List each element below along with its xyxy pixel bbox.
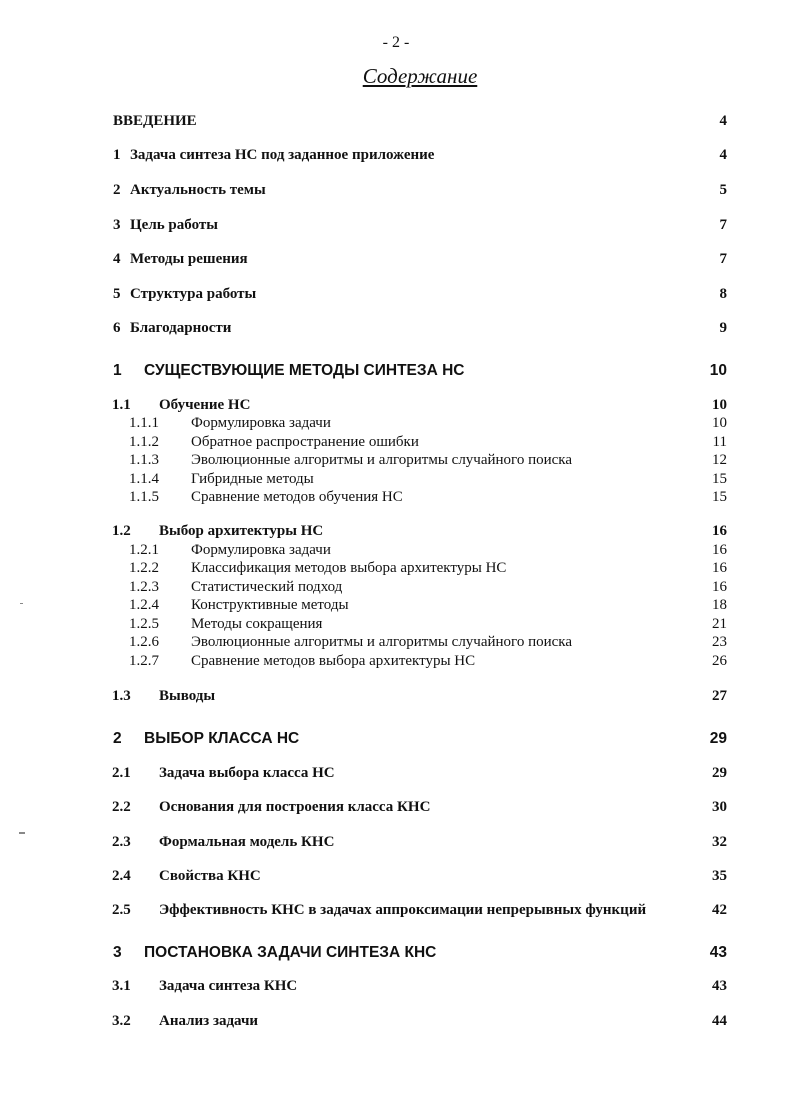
toc-entry-number: 6 bbox=[113, 320, 121, 336]
toc-entry-title: Эволюционные алгоритмы и алгоритмы случайного поиска bbox=[191, 634, 573, 650]
toc-entry-page: 29 bbox=[712, 765, 727, 781]
toc-entry-title: Свойства КНС bbox=[159, 868, 261, 884]
toc-entry-title: Сравнение методов обучения НС bbox=[191, 489, 403, 505]
toc-entry bbox=[0, 616, 792, 636]
toc-entry bbox=[0, 286, 792, 306]
toc-entry-number: 2 bbox=[113, 182, 121, 198]
toc-entry-number: 1.3 bbox=[112, 688, 131, 704]
toc-entry bbox=[0, 944, 792, 964]
toc-entry-page: 7 bbox=[719, 217, 727, 233]
toc-entry bbox=[0, 452, 792, 472]
page-number: - 2 - bbox=[382, 34, 410, 51]
toc-entry-number: 1.2.2 bbox=[129, 560, 159, 576]
toc-entry bbox=[0, 597, 792, 617]
toc-entry-title: Задача выбора класса НС bbox=[159, 765, 335, 781]
toc-entry bbox=[0, 799, 792, 819]
toc-entry-page: 15 bbox=[712, 489, 727, 505]
toc-entry-page: 32 bbox=[712, 834, 727, 850]
toc-entry-page: 26 bbox=[712, 653, 727, 669]
toc-entry bbox=[0, 653, 792, 673]
toc-entry-number: 4 bbox=[113, 251, 121, 267]
toc-entry-number: 3.1 bbox=[112, 978, 131, 994]
toc-entry-title: Выбор архитектуры НС bbox=[159, 523, 324, 539]
toc-entry-number: 3 bbox=[113, 944, 122, 961]
toc-entry-page: 43 bbox=[709, 944, 727, 961]
toc-entry-title: Обучение НС bbox=[159, 397, 251, 413]
toc-entry bbox=[0, 688, 792, 708]
toc-entry-page: 16 bbox=[712, 523, 727, 539]
toc-entry bbox=[0, 523, 792, 543]
toc-entry-title: Основания для построения класса КНС bbox=[159, 799, 431, 815]
toc-entry-number: 1.1 bbox=[112, 397, 131, 413]
toc-entry-title: Сравнение методов выбора архитектуры НС bbox=[191, 653, 476, 669]
toc-entry-page: 42 bbox=[712, 902, 727, 918]
toc-entry-number: 1.1.1 bbox=[129, 415, 159, 431]
toc-entry-page: 10 bbox=[712, 397, 727, 413]
toc-entry-page: 10 bbox=[709, 362, 727, 379]
toc-entry-page: 11 bbox=[712, 434, 727, 450]
toc-entry-title: Классификация методов выбора архитектуры НС bbox=[191, 560, 507, 576]
toc-entry-title: Формулировка задачи bbox=[191, 415, 331, 431]
toc-entry-number: 1.2.5 bbox=[129, 616, 159, 632]
toc-entry-page: 18 bbox=[712, 597, 727, 613]
toc-entry-title: ВЫБОР КЛАССА НС bbox=[144, 730, 300, 747]
toc-entry-number: 1.1.5 bbox=[129, 489, 159, 505]
toc-entry-page: 7 bbox=[719, 251, 727, 267]
toc-entry bbox=[0, 415, 792, 435]
toc-entry-number: 2.3 bbox=[112, 834, 131, 850]
toc-entry bbox=[0, 902, 792, 922]
scan-speck bbox=[19, 832, 25, 834]
toc-entry-title: Выводы bbox=[159, 688, 216, 704]
toc-entry-title: Обратное распространение ошибки bbox=[191, 434, 419, 450]
toc-entry-number: 2 bbox=[113, 730, 122, 747]
toc-entry bbox=[0, 765, 792, 785]
toc-entry bbox=[0, 362, 792, 382]
toc-entry-page: 15 bbox=[712, 471, 727, 487]
toc-entry-page: 8 bbox=[719, 286, 727, 302]
toc-entry bbox=[0, 251, 792, 271]
toc-entry-title: Анализ задачи bbox=[159, 1013, 259, 1029]
toc-entry-page: 16 bbox=[712, 542, 727, 558]
toc-entry-number: 2.5 bbox=[112, 902, 131, 918]
toc-entry bbox=[0, 182, 792, 202]
toc-entry-number: 1.1.3 bbox=[129, 452, 159, 468]
toc-entry bbox=[0, 471, 792, 491]
toc-entry-page: 16 bbox=[712, 560, 727, 576]
toc-entry-number: 3 bbox=[113, 217, 121, 233]
toc-entry-page: 35 bbox=[712, 868, 727, 884]
toc-entry bbox=[0, 560, 792, 580]
toc-entry bbox=[0, 834, 792, 854]
toc-entry-page: 4 bbox=[719, 147, 727, 163]
toc-entry bbox=[0, 1013, 792, 1033]
toc-entry-number: 2.1 bbox=[112, 765, 131, 781]
toc-entry-number: 3.2 bbox=[112, 1013, 131, 1029]
toc-entry-title: Формулировка задачи bbox=[191, 542, 331, 558]
toc-entry-title: Конструктивные методы bbox=[191, 597, 349, 613]
toc-entry-page: 23 bbox=[712, 634, 727, 650]
toc-entry-title: Статистический подход bbox=[191, 579, 343, 595]
toc-entry-title: Цель работы bbox=[130, 217, 218, 233]
toc-entry-page: 44 bbox=[712, 1013, 727, 1029]
toc-entry-title: Актуальность темы bbox=[130, 182, 266, 198]
toc-entry-page: 9 bbox=[719, 320, 727, 336]
toc-entry bbox=[0, 217, 792, 237]
toc-entry-page: 30 bbox=[712, 799, 727, 815]
toc-entry-number: 1.2.4 bbox=[129, 597, 159, 613]
toc-entry bbox=[0, 320, 792, 340]
toc-entry-title: Эволюционные алгоритмы и алгоритмы случайного поиска bbox=[191, 452, 573, 468]
toc-entry-title: ПОСТАНОВКА ЗАДАЧИ СИНТЕЗА КНС bbox=[144, 944, 437, 961]
scan-speck bbox=[20, 603, 23, 604]
toc-entry bbox=[0, 434, 792, 454]
toc-entry-number: 1 bbox=[113, 362, 122, 379]
toc-entry-number: 1.2 bbox=[112, 523, 131, 539]
toc-entry-number: 1.2.1 bbox=[129, 542, 159, 558]
toc-entry-title: ВВЕДЕНИЕ bbox=[113, 113, 197, 129]
toc-entry-page: 27 bbox=[712, 688, 727, 704]
toc-entry bbox=[0, 489, 792, 509]
toc-entry-page: 21 bbox=[712, 616, 727, 632]
toc-entry-number: 2.4 bbox=[112, 868, 131, 884]
toc-entry-page: 10 bbox=[712, 415, 727, 431]
toc-entry-page: 29 bbox=[709, 730, 727, 747]
toc-entry-number: 1.1.4 bbox=[129, 471, 159, 487]
toc-entry bbox=[0, 579, 792, 599]
toc-entry-title: Гибридные методы bbox=[191, 471, 314, 487]
toc-entry-title: Формальная модель КНС bbox=[159, 834, 335, 850]
toc-entry-number: 5 bbox=[113, 286, 121, 302]
toc-entry bbox=[0, 868, 792, 888]
toc-entry-title: Методы сокращения bbox=[191, 616, 323, 632]
toc-entry-title: Структура работы bbox=[130, 286, 257, 302]
toc-entry bbox=[0, 978, 792, 998]
toc-entry-page: 5 bbox=[719, 182, 727, 198]
toc-entry-page: 43 bbox=[712, 978, 727, 994]
toc-entry bbox=[0, 147, 792, 167]
toc-entry-page: 16 bbox=[712, 579, 727, 595]
toc-entry-number: 1.2.6 bbox=[129, 634, 159, 650]
toc-entry-number: 2.2 bbox=[112, 799, 131, 815]
toc-entry bbox=[0, 542, 792, 562]
toc-entry bbox=[0, 113, 792, 133]
toc-entry-title: Благодарности bbox=[130, 320, 232, 336]
toc-entry-number: 1.2.7 bbox=[129, 653, 159, 669]
toc-entry-title: СУЩЕСТВУЮЩИЕ МЕТОДЫ СИНТЕЗА НС bbox=[144, 362, 465, 379]
toc-entry-title: Задача синтеза НС под заданное приложение bbox=[130, 147, 435, 163]
toc-entry bbox=[0, 634, 792, 654]
toc-entry-title: Методы решения bbox=[130, 251, 248, 267]
toc-entry-number: 1 bbox=[113, 147, 121, 163]
toc-entry bbox=[0, 397, 792, 417]
toc-entry-number: 1.1.2 bbox=[129, 434, 159, 450]
toc-entry-title: Задача синтеза КНС bbox=[159, 978, 298, 994]
toc-entry-page: 4 bbox=[719, 113, 727, 129]
toc-entry-number: 1.2.3 bbox=[129, 579, 159, 595]
toc-entry bbox=[0, 730, 792, 750]
toc-entry-page: 12 bbox=[712, 452, 727, 468]
page-title: Содержание bbox=[362, 64, 478, 88]
toc-entry-title: Эффективность КНС в задачах аппроксимации непрерывных функций bbox=[159, 902, 647, 918]
